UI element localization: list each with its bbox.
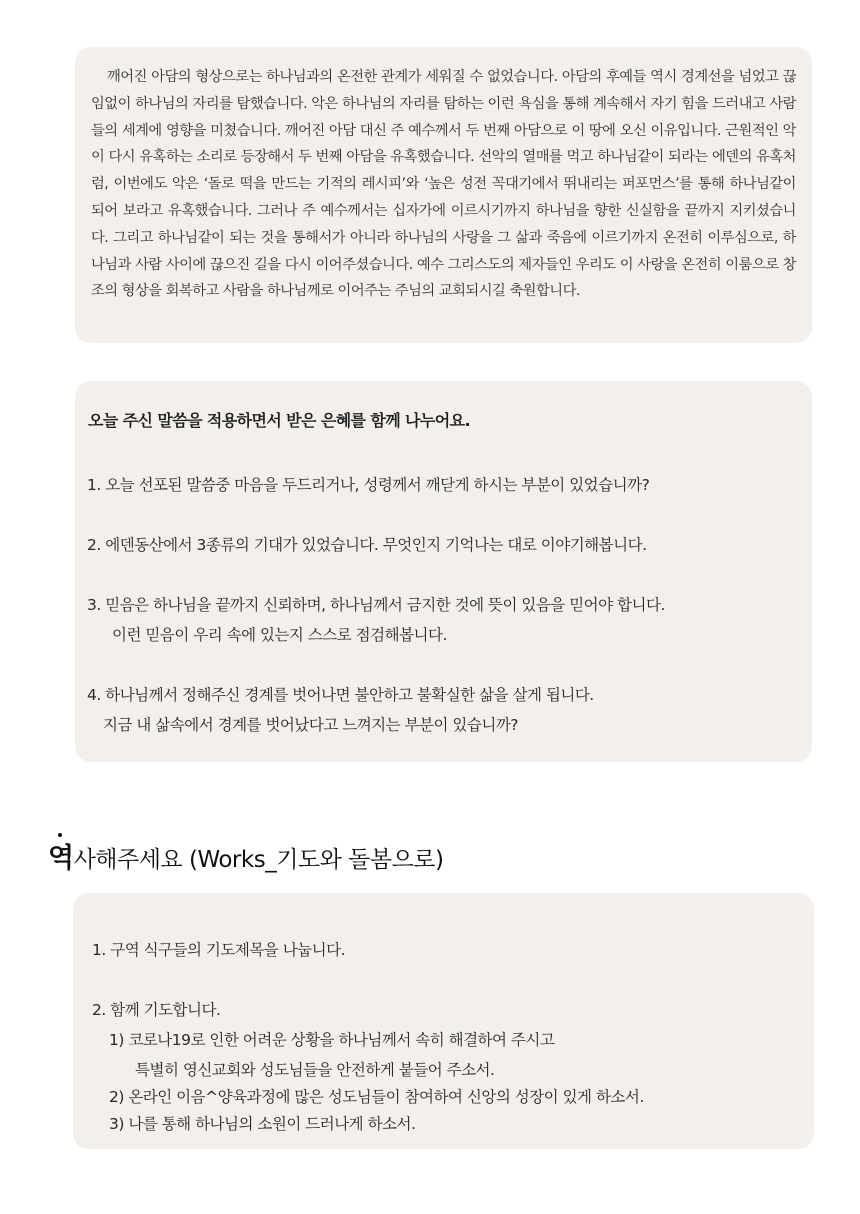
section-title-rest: 사해주세요 (Works_기도와 돌봄으로) xyxy=(73,847,444,873)
prayer-subitem-3: 3) 나를 통해 하나님의 소원이 드러나게 하소서. xyxy=(109,1115,416,1133)
question-3-continued: 이런 믿음이 우리 속에 있는지 스스로 점검해봅니다. xyxy=(112,626,447,644)
question-3: 3. 믿음은 하나님을 끝까지 신뢰하며, 하나님께서 금지한 것에 뜻이 있음을 믿어야 합니다. xyxy=(87,596,665,614)
section-title-first-char xyxy=(48,843,74,874)
question-4-continued: 지금 내 삶속에서 경계를 벗어났다고 느껴지는 부분이 있습니까? xyxy=(103,716,519,734)
prayer-subitem-1: 1) 코로나19로 인한 어려운 상황을 하나님께서 속히 해결하여 주시고 xyxy=(109,1031,555,1049)
questions-heading: 오늘 주신 말씀을 적용하면서 받은 은혜를 함께 나누어요. xyxy=(88,411,470,430)
question-2: 2. 에덴동산에서 3종류의 기대가 있었습니다. 무엇인지 기억나는 대로 이야기해봅니다. xyxy=(87,536,647,554)
sermon-paragraph: 깨어진 아담의 형상으로는 하나님과의 온전한 관계가 세워질 수 없었습니다. 아담의 후예들 역시 경계선을 넘었고 끊임없이 하나님의 자리를 탐했습니다. 악은 하나님의 자리를 탐하는 이런 욕심을 통해 계속해서 자기 힘을 드러내고 사람들의 세계에 영향을 미쳤습니다. 깨어진 아담 대신 주 예수께서 두 번째 아담으로 이 땅에 오신 이유입니다. 근원적인 악이 다시 유혹하는 소리로 등장해서 두 번째 아담을 유혹했습니다. 선악의 열매를 먹고 하나님같이 되라는 에덴의 유혹처럼, 이번에도 악은 ‘돌로 떡을 만드는 기적의 레시피’와 ‘높은 성전 꼭대기에서 뛰내리는 퍼포먼스’를 통해 하나님같이 되어 보라고 유혹했습니다. 그러나 주 예수께서는 십자가에 이르시기까지 하나님을 향한 신실함을 끝까지 지키셨습니다. 그리고 하나님같이 되는 것을 통해서가 아니라 하나님의 사랑을 그 삶과 죽음에 이르기까지 온전히 이루심으로, 하나님과 사람 사이에 끊으진 길을 다시 이어주셨습니다. 예수 그리스도의 제자들인 우리도 이 사랑을 온전히 이룸으로 창조의 형상을 회복하고 사람을 하나님께로 이어주는 주님의 교회되시길 축원합니다. xyxy=(91,69,796,300)
prayer-box xyxy=(73,893,814,1149)
prayer-item-1: 1. 구역 식구들의 기도제목을 나눕니다. xyxy=(92,941,346,959)
sharing-questions-box xyxy=(75,381,812,762)
prayer-item-2: 2. 함께 기도합니다. xyxy=(92,1001,221,1019)
section-title-first-char-text: 역 xyxy=(48,843,74,874)
title-dot-mark xyxy=(58,833,62,837)
prayer-subitem-1-continued: 특별히 영신교회와 성도님들을 안전하게 붙들어 주소서. xyxy=(135,1061,495,1079)
prayer-subitem-2: 2) 온라인 이음^양육과정에 많은 성도님들이 참여하여 신앙의 성장이 있게 하소서. xyxy=(109,1088,644,1106)
question-4: 4. 하나님께서 정해주신 경계를 벗어나면 불안하고 불확실한 삶을 살게 됩니다. xyxy=(87,686,594,704)
question-1: 1. 오늘 선포된 말씀중 마음을 두드리거나, 성령께서 깨닫게 하시는 부분이 있었습니까? xyxy=(87,476,650,494)
sermon-summary-box xyxy=(75,47,812,343)
prayer-section-title xyxy=(48,836,444,875)
